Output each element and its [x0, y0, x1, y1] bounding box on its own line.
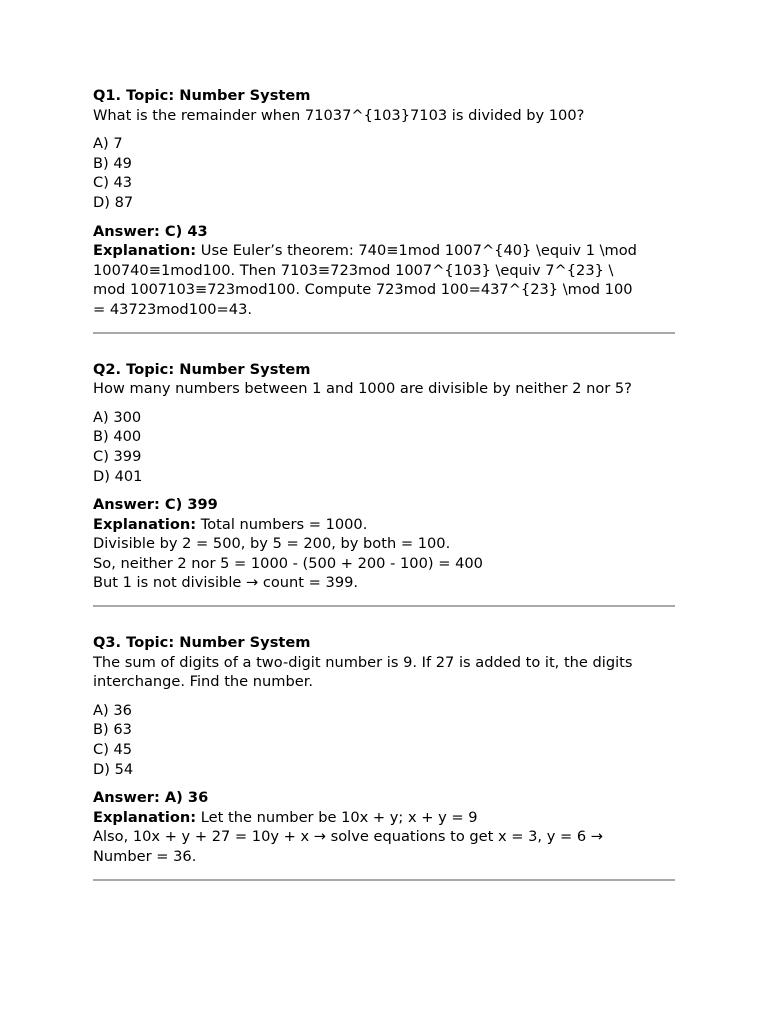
answer-line: Answer: C) 399: [93, 496, 218, 514]
option-d: D) 54: [93, 760, 134, 778]
explanation-line: [93, 808, 675, 828]
explanation-line: [93, 241, 675, 261]
section-divider: [93, 879, 675, 881]
question-heading: Q3. Topic: Number System: [93, 634, 311, 652]
document-content: [93, 86, 675, 907]
explanation-label: Explanation:: [93, 515, 197, 533]
question-text: The sum of digits of a two-digit number is 9. If 27 is added to it, the digits interchange. Find the number.: [93, 653, 633, 691]
explanation-line: = 43723mod100=43.: [93, 300, 252, 318]
option-b: B) 49: [93, 154, 132, 172]
option-c: C) 45: [93, 741, 133, 759]
question-heading: Q2. Topic: Number System: [93, 360, 311, 378]
option-b: B) 400: [93, 428, 142, 446]
answer-line: Answer: C) 43: [93, 222, 208, 240]
explanation-text: Use Euler’s theorem: 740≡1mod 1007^{40} \equiv 1 \mod: [196, 242, 637, 260]
question-block-3: [93, 633, 675, 867]
explanation-line: mod 1007103≡723mod100. Compute 723mod 100=437^{23} \mod 100: [93, 281, 633, 299]
explanation: [93, 241, 675, 319]
option-c: C) 399: [93, 447, 142, 465]
question-block-2: [93, 360, 675, 594]
option-a: A) 300: [93, 408, 142, 426]
option-b: B) 63: [93, 721, 132, 739]
options-list: [93, 408, 675, 486]
option-d: D) 401: [93, 467, 143, 485]
explanation: [93, 515, 675, 593]
options-list: [93, 701, 675, 779]
question-block-1: [93, 86, 675, 320]
question-heading: Q1. Topic: Number System: [93, 87, 311, 104]
explanation-line: 100740≡1mod100. Then 7103≡723mod 1007^{103} \equiv 7^{23} \: [93, 261, 614, 279]
explanation-line: [93, 515, 675, 535]
option-a: A) 7: [93, 135, 123, 153]
option-a: A) 36: [93, 701, 132, 719]
option-c: C) 43: [93, 174, 133, 192]
question-text: What is the remainder when 71037^{103}7103 is divided by 100?: [93, 106, 585, 124]
explanation-line: Divisible by 2 = 500, by 5 = 200, by both = 100.: [93, 535, 451, 553]
explanation-line: Also, 10x + y + 27 = 10y + x → solve equations to get x = 3, y = 6 →: [93, 828, 603, 846]
explanation-line: Number = 36.: [93, 848, 197, 865]
explanation-line: But 1 is not divisible → count = 399.: [93, 574, 359, 592]
answer-line: Answer: A) 36: [93, 789, 209, 807]
section-divider: [93, 332, 675, 334]
explanation-line: So, neither 2 nor 5 = 1000 - (500 + 200 - 100) = 400: [93, 554, 483, 572]
question-text: How many numbers between 1 and 1000 are divisible by neither 2 nor 5?: [93, 380, 632, 398]
section-divider: [93, 605, 675, 607]
explanation-label: Explanation:: [93, 242, 197, 260]
explanation-text: Let the number be 10x + y; x + y = 9: [196, 808, 478, 826]
explanation-label: Explanation:: [93, 808, 197, 826]
option-d: D) 87: [93, 193, 134, 211]
options-list: [93, 134, 675, 212]
explanation-text: Total numbers = 1000.: [196, 515, 368, 533]
explanation: [93, 808, 675, 867]
